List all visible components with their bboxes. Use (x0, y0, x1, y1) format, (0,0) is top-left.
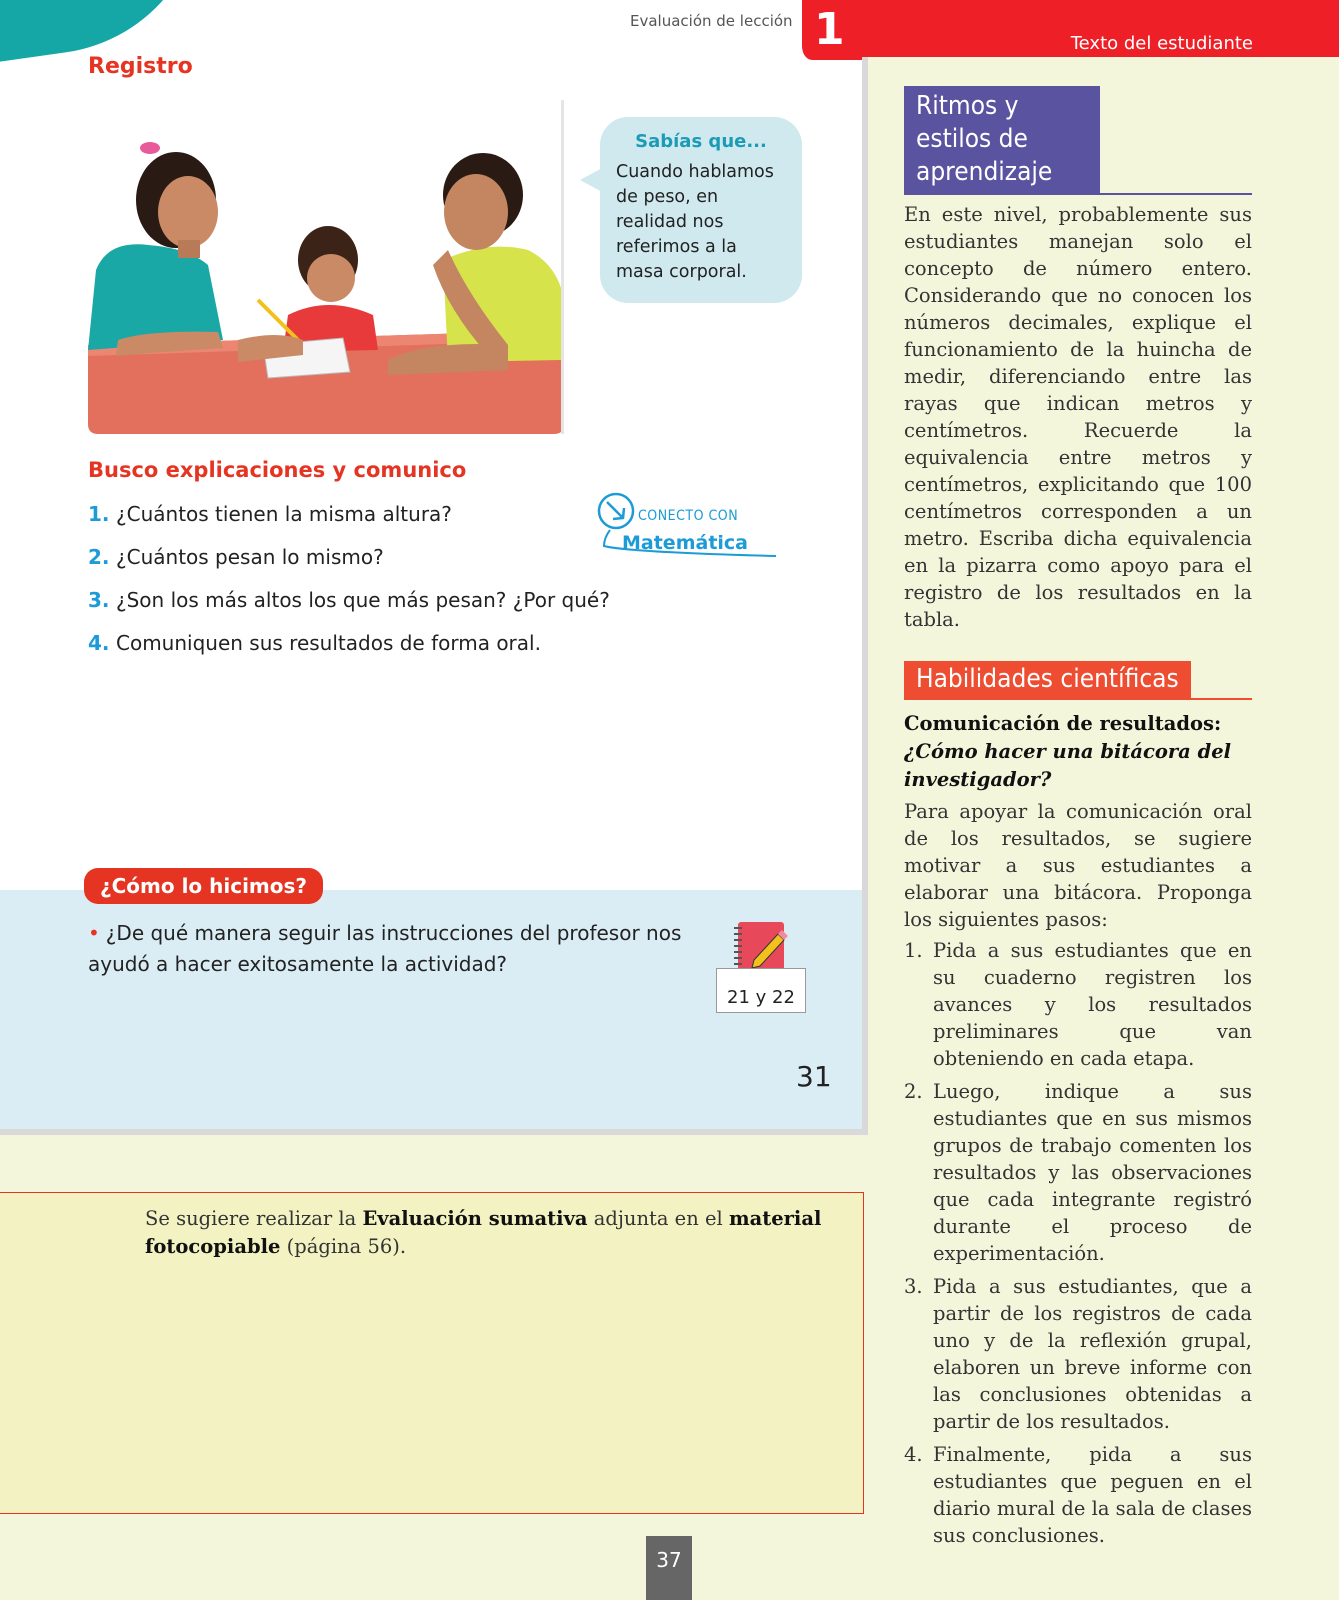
question-item (88, 631, 708, 674)
header-bar (862, 0, 1339, 57)
notebook-pencil-icon (716, 920, 806, 972)
ritmos-heading: Ritmos y estilos de aprendizaje (904, 86, 1100, 193)
question-number: 2. (88, 545, 110, 569)
list-item (904, 937, 1252, 1072)
teacher-note-bold-1: Evaluación sumativa (362, 1207, 588, 1230)
question-number: 1. (88, 502, 110, 526)
question-text: ¿Cuántos pesan lo mismo? (116, 545, 384, 569)
sabias-que-bubble (600, 117, 802, 303)
lesson-label: Evaluación de lección (630, 12, 793, 30)
reflection-question (88, 918, 688, 980)
step-number: 2. (904, 1080, 923, 1103)
children-photo (88, 100, 564, 434)
list-item (904, 1441, 1252, 1549)
sidebar-title: Texto del estudiante (1070, 33, 1253, 54)
book-page-number: 37 (646, 1536, 692, 1600)
step-number: 1. (904, 939, 923, 962)
teacher-note-text-1: Se sugiere realizar la (145, 1207, 363, 1230)
teacher-sidebar (904, 86, 1252, 1555)
lesson-tab (798, 0, 868, 60)
steps-list (904, 937, 1252, 1549)
list-item (904, 1078, 1252, 1267)
habilidades-subtitle-bold: Comunicación de resultados: (904, 712, 1222, 735)
registro-heading: Registro (88, 54, 193, 79)
habilidades-rule (904, 698, 1252, 700)
conecto-arrow-icon (596, 490, 796, 570)
como-lo-hicimos-badge: ¿Cómo lo hicimos? (84, 868, 323, 904)
question-number: 3. (88, 588, 110, 612)
question-text: ¿Cuántos tienen la misma altura? (116, 502, 452, 526)
step-text: Pida a sus estudiantes, que a partir de los registros de cada uno y de la reflexión grupal, elaboren un breve informe con las conclusiones obtenidas a partir de los resultados. (933, 1275, 1252, 1433)
question-number: 4. (88, 631, 110, 655)
teacher-note-text-3: (página 56). (280, 1235, 407, 1258)
step-text: Pida a sus estudiantes que en su cuaderno registren los avances y los resultados preliminares que van obteniendo en cada etapa. (933, 939, 1252, 1070)
conecto-label: CONECTO CON (638, 508, 739, 524)
teacher-note-text (145, 1205, 850, 1261)
student-page-number: 31 (796, 1060, 832, 1093)
teacher-note-text-2: adjunta en el (587, 1207, 729, 1230)
ritmos-rule (904, 193, 1252, 195)
lesson-number: 1 (814, 4, 845, 55)
step-number: 3. (904, 1275, 923, 1298)
busco-heading: Busco explicaciones y comunico (88, 458, 467, 482)
habilidades-intro: Para apoyar la comunicación oral de los resultados, se sugiere motivar a sus estudiantes a elaborar una bitácora. Proponga los siguientes pasos: (904, 800, 1252, 931)
conecto-con-badge (596, 490, 796, 570)
notebook-pages: 21 y 22 (716, 968, 806, 1013)
step-text: Finalmente, pida a sus estudiantes que peguen en el diario mural de la sala de clases sus conclusiones. (933, 1443, 1252, 1547)
student-page (0, 0, 868, 1135)
step-number: 4. (904, 1443, 923, 1466)
habilidades-heading: Habilidades científicas (904, 661, 1191, 698)
habilidades-subtitle (904, 710, 1252, 794)
question-text: Comuniquen sus resultados de forma oral. (116, 631, 541, 655)
list-item (904, 1273, 1252, 1435)
habilidades-subtitle-italic: ¿Cómo hacer una bitácora del investigador? (904, 740, 1232, 791)
sabias-que-text: Cuando hablamos de peso, en realidad nos referimos a la masa corporal. (616, 162, 774, 282)
ritmos-text: En este nivel, probablemente sus estudiantes manejan solo el concepto de número entero. Considerando que no conocen los números decimales, explique el funcionamiento de la huincha de medir, diferenciando entre las rayas que indican metros y centímetros. Recuerde la equivalencia entre metros y centímetros, explicitando que 100 centímetros corresponden a un metro. Escriba dicha equivalencia en la pizarra como apoyo para el registro de los resultados en la tabla. (904, 203, 1252, 631)
question-item (88, 588, 708, 631)
bullet-icon: • (88, 921, 100, 945)
sabias-que-title: Sabías que... (635, 131, 767, 152)
teacher-note-box (0, 1192, 864, 1514)
notebook-reference (716, 920, 806, 1015)
teacher-note-bold-2: material fotocopiable (145, 1207, 822, 1258)
speech-bubble-tail (580, 168, 602, 192)
reflection-question-text: ¿De qué manera seguir las instrucciones del profesor nos ayudó a hacer exitosamente la actividad? (88, 921, 682, 976)
question-text: ¿Son los más altos los que más pesan? ¿Por qué? (116, 588, 610, 612)
step-text: Luego, indique a sus estudiantes que en sus mismos grupos de trabajo comenten los resultados y las observaciones que cada integrante registró durante el proceso de experimentación. (933, 1080, 1252, 1265)
conecto-subject: Matemática (622, 532, 748, 554)
